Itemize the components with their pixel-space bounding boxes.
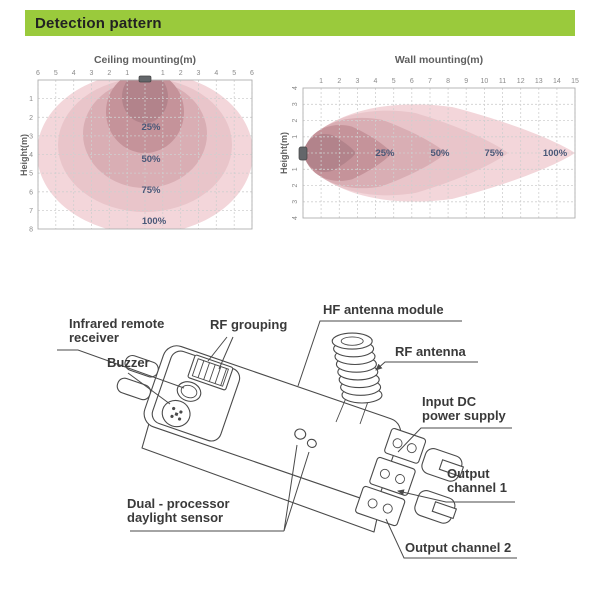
svg-text:2: 2 [292, 118, 299, 123]
svg-text:9: 9 [464, 78, 469, 85]
svg-text:3: 3 [89, 70, 94, 77]
label-daylight-sensor: Dual - processor daylight sensor [127, 496, 230, 526]
svg-text:3: 3 [292, 199, 299, 204]
svg-text:2: 2 [107, 70, 112, 77]
svg-text:14: 14 [553, 78, 561, 85]
svg-text:5: 5 [232, 70, 237, 77]
svg-text:4: 4 [29, 152, 33, 159]
svg-text:5: 5 [53, 70, 58, 77]
wall-mounting-chart [278, 48, 590, 240]
label-output-channel-2: Output channel 2 [405, 540, 512, 555]
label-hf-antenna-module: HF antenna module [323, 302, 444, 317]
section-title: Detection pattern [35, 14, 162, 32]
svg-text:100%: 100% [542, 148, 568, 159]
svg-text:6: 6 [409, 78, 414, 85]
svg-text:1: 1 [319, 78, 324, 85]
svg-text:3: 3 [29, 133, 33, 141]
svg-text:11: 11 [498, 78, 507, 85]
svg-text:2: 2 [337, 78, 342, 85]
label-rf-grouping: RF grouping [210, 317, 288, 332]
svg-text:10: 10 [480, 78, 489, 85]
leader-rf-antenna [376, 362, 478, 370]
svg-text:2: 2 [29, 114, 33, 122]
svg-text:1: 1 [292, 134, 299, 139]
svg-text:1: 1 [29, 96, 33, 104]
svg-text:4: 4 [214, 70, 219, 77]
svg-text:7: 7 [428, 78, 432, 85]
svg-text:4: 4 [292, 216, 299, 220]
svg-text:25%: 25% [141, 122, 161, 133]
svg-text:4: 4 [71, 70, 76, 77]
svg-text:5: 5 [29, 170, 33, 178]
sensor-marker [299, 147, 307, 160]
svg-text:8: 8 [29, 226, 33, 234]
svg-text:100%: 100% [141, 216, 167, 227]
section-header-bar [25, 10, 575, 36]
svg-text:2: 2 [178, 70, 183, 77]
svg-text:4: 4 [292, 86, 299, 90]
wall-x-ticks [319, 78, 579, 85]
label-buzzer: Buzzer [107, 355, 150, 370]
svg-text:1: 1 [125, 70, 130, 77]
svg-text:1: 1 [292, 167, 299, 172]
ceiling-y-ticks [29, 96, 33, 233]
ceiling-y-axis-label: Height(m) [20, 134, 29, 176]
svg-text:4: 4 [373, 78, 378, 85]
wall-chart-title: Wall mounting(m) [394, 54, 484, 66]
svg-text:6: 6 [250, 70, 254, 77]
wall-y-axis-label: Height(m) [279, 132, 289, 174]
svg-text:3: 3 [196, 70, 201, 77]
svg-text:6: 6 [29, 189, 33, 197]
label-output-channel-1: Output channel 1 [447, 466, 507, 496]
svg-text:50%: 50% [141, 154, 161, 165]
svg-text:8: 8 [446, 78, 451, 85]
label-input-dc-power-supply: Input DC power supply [422, 394, 506, 424]
svg-text:2: 2 [292, 183, 299, 188]
svg-text:13: 13 [534, 78, 543, 85]
svg-text:12: 12 [516, 78, 525, 85]
svg-text:15: 15 [571, 78, 579, 85]
label-infrared-remote-receiver: Infrared remote receiver [69, 316, 165, 346]
svg-text:3: 3 [355, 78, 360, 85]
svg-text:7: 7 [29, 208, 33, 215]
sensor-marker [139, 76, 151, 82]
svg-text:5: 5 [391, 78, 396, 85]
ceiling-mounting-chart [20, 50, 270, 242]
svg-text:3: 3 [292, 102, 299, 107]
svg-text:50%: 50% [430, 148, 450, 159]
ceiling-chart-title: Ceiling mounting(m) [93, 54, 197, 66]
svg-text:75%: 75% [141, 185, 161, 196]
svg-text:25%: 25% [375, 148, 395, 159]
mounting-tab [115, 376, 152, 401]
label-rf-antenna: RF antenna [395, 344, 466, 359]
wall-y-ticks [292, 86, 299, 220]
svg-text:75%: 75% [484, 148, 504, 159]
svg-text:1: 1 [160, 70, 165, 77]
svg-text:6: 6 [36, 70, 40, 77]
